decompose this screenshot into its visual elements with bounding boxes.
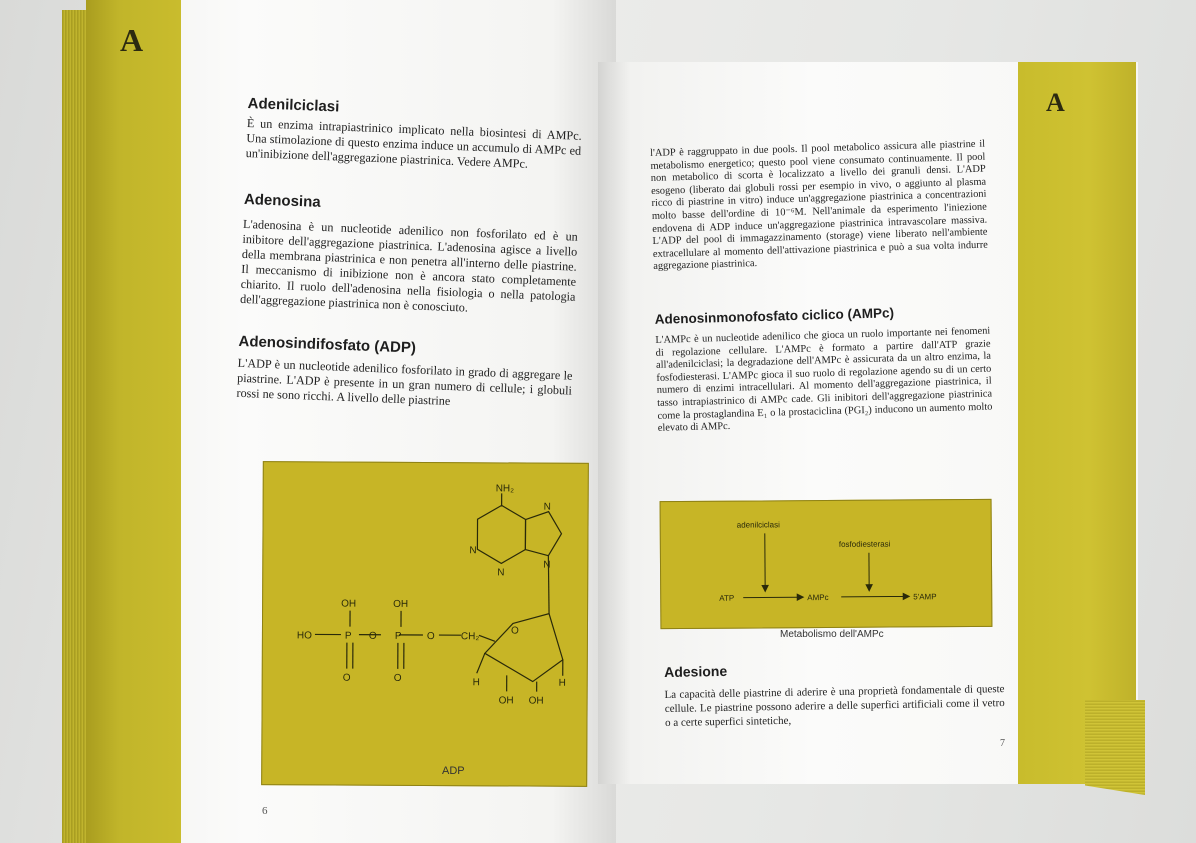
left-color-band — [86, 0, 181, 843]
section-adenosina — [240, 191, 579, 320]
label-n1: N — [469, 545, 477, 557]
ampc-figure-caption: Metabolismo dell'AMPc — [780, 629, 884, 640]
label-n4: N — [543, 559, 551, 571]
label-p2: P — [394, 630, 402, 642]
section-body: È un enzima intrapiastrinico implicato nella biosintesi di AMPc. Una stimolazione di questo enzima induce un accumulo di AMPc ed un'inibizione dell'aggregazione piastrinica. Vedere AMPc. — [245, 115, 582, 171]
label-oh3: OH — [498, 695, 514, 707]
label-nh2: NH₂ — [495, 483, 515, 495]
enzyme-adenilciclasi: adenilciclasi — [736, 520, 780, 530]
section-adesione — [664, 658, 1005, 730]
label-oh2: OH — [393, 598, 409, 610]
label-n2: N — [497, 567, 505, 579]
adp-structure-drawing — [262, 462, 588, 786]
ampc-pathway-drawing — [661, 500, 992, 628]
label-o1: O — [368, 630, 377, 642]
label-oh4: OH — [528, 695, 544, 707]
section-body: L'AMPc è un nucleotide adenilico che gioca un ruolo importante nei fenomeni di regolazione cellulare. L'AMPc è formato a partire dall'ATP grazie all'adenilciclasi; la degradazione dell'AMPc è assicurata da un altro enzima, la fosfodiesterasi. L'AMPc gioca il suo ruolo di regolazione agendo su di un certo numero di enzimi intracellulari. Al momento dell'aggregazione piastrinica, il tasso intrapiastrinico di AMPc cade. Gli inibitori dell'aggregazione piastrinica come la prostaglandina E₁ o la prostaciclina (PGI₂) inducono un aumento molto elevato di AMPc. — [655, 325, 993, 434]
section-title: Adenosinmonofosfato ciclico (AMPc) — [654, 305, 895, 327]
section-adp — [236, 333, 573, 414]
label-ho: HO — [296, 630, 312, 642]
label-p1: P — [344, 630, 352, 642]
section-adenilciclasi — [245, 95, 582, 174]
label-o5: O — [510, 625, 519, 637]
label-h2: H — [558, 677, 566, 689]
label-o2: O — [426, 631, 435, 643]
label-o3: O — [342, 672, 351, 684]
left-tab-letter: A — [120, 22, 144, 58]
page-stack-right — [1085, 700, 1145, 795]
adp-continuation-text: l'ADP è raggruppato in due pools. Il pool metabolico assicura alle piastrine il metabolismo energetico; questo pool viene consumato continuamente. Il pool non metabolico di scorta è localizzato a livello dei granuli densi. L'ADP esogeno (liberato dai globuli rossi per esempio in vivo, o aggiunto al plasma ricco di piastrine in vitro) induce un'aggregazione piastrinica a concentrazioni molto basse dell'ordine di 10⁻⁶M. Nell'animale da esperimento l'iniezione endovena di ADP induce un'aggregazione piastrinica intravascolare massiva. L'ADP del pool di immagazzinamento (storage) viene liberato nell'ambiente extracellulare al momento dell'attivazione piastrinica e può a sua volta indurre aggregazione piastrinica. — [650, 138, 988, 273]
section-body: L'ADP è un nucleotide adenilico fosforilato in grado di aggregare le piastrine. L'ADP è presente in un gran numero di cellule; i globuli rossi ne sono ricchi. A livello delle piastrine — [236, 355, 573, 408]
label-oh1: OH — [341, 598, 357, 610]
section-title: Adenilciclasi — [247, 95, 340, 116]
enzyme-fosfodiesterasi: fosfodiesterasi — [838, 539, 891, 549]
label-ch2: CH₂ — [460, 631, 480, 643]
right-color-band — [1018, 62, 1136, 784]
label-h1: H — [472, 677, 480, 689]
left-page-number: 6 — [262, 805, 268, 817]
right-tab-letter: A — [1046, 88, 1065, 117]
section-body: L'adenosina è un nucleotide adenilico non fosforilato ed è un inibitore dell'aggregazione piastrinica. L'adenosina agisce a livello della membrana piastrinica e non penetra all'interno delle piastrine. Il meccanismo di inibizione non è ancora stato completamente chiarito. Il ruolo dell'adenosina nella fisiologia o nella patologia dell'aggregazione piastrinica non è conosciuto. — [239, 216, 579, 315]
adp-structure-figure — [261, 461, 589, 787]
node-ampc: AMPc — [807, 592, 829, 603]
adp-figure-caption: ADP — [442, 765, 465, 777]
right-page-text — [650, 139, 993, 436]
ampc-metabolism-figure — [660, 499, 993, 629]
section-title: Adenosina — [243, 190, 321, 211]
section-title: Adenosindifosfato (ADP) — [238, 332, 417, 357]
page-stack-left — [62, 10, 88, 843]
section-body: La capacità delle piastrine di aderire è una proprietà fondamentale di queste cellule. Le piastrine possono aderire a delle superfici artificiali come il vetro o a certe superfici sintetiche, — [664, 683, 1005, 729]
right-page-number: 7 — [1000, 738, 1005, 749]
section-ampc — [655, 303, 993, 436]
section-title: Adesione — [664, 662, 728, 680]
label-n3: N — [543, 501, 551, 513]
left-page-text — [236, 95, 582, 414]
node-atp: ATP — [719, 593, 735, 603]
node-5amp: 5'AMP — [913, 592, 937, 602]
label-o4: O — [393, 672, 402, 684]
